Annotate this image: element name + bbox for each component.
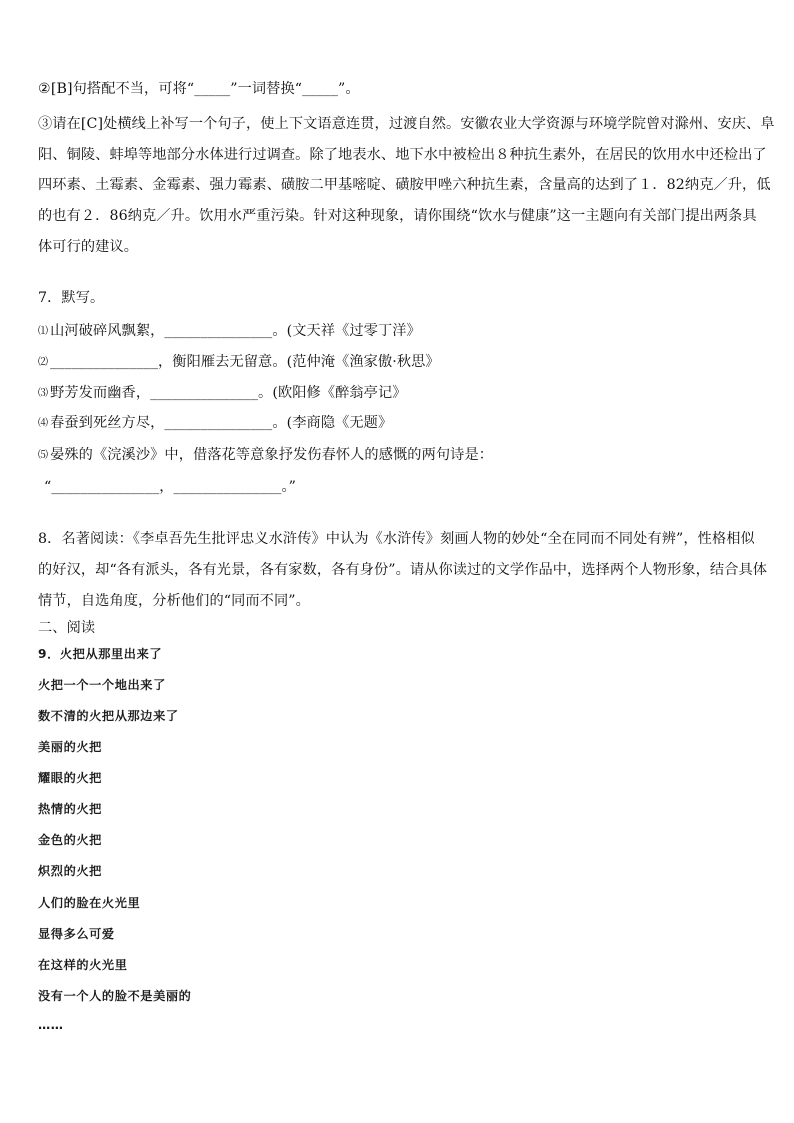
q6-sub3-line: 体可行的建议。 bbox=[38, 239, 139, 255]
q6-sub2: ②[B]句搭配不当，可将“_____”一词替换“_____”。 bbox=[38, 81, 360, 97]
poem-line: 热情的火把 bbox=[38, 802, 102, 816]
section-heading: 二、阅读 bbox=[38, 620, 96, 636]
poem-line: 9．火把从那里出来了 bbox=[38, 647, 163, 661]
item-number: ⑴ bbox=[38, 326, 49, 337]
poem-line: 耀眼的火把 bbox=[38, 771, 102, 785]
item-text: 晏殊的《浣溪沙》中，借落花等意象抒发伤春怀人的感慨的两句诗是： bbox=[50, 447, 494, 463]
q8-line: 8．名著阅读：《李卓吾先生批评忠义水浒传》中认为《水浒传》刻画人物的妙处“全在同而不同处有辨”，性格相似 bbox=[38, 531, 755, 547]
q7-item bbox=[38, 384, 407, 403]
q7-title: 7．默写。 bbox=[38, 290, 105, 306]
item-number: ⑶ bbox=[38, 388, 49, 399]
q6-sub3-line: 四环素、土霉素、金霉素、强力霉素、磺胺二甲基嘧啶、磺胺甲唑六种抗生素，含量高的达到了１．82纳克／升，低 bbox=[38, 177, 771, 193]
item-number: ⑷ bbox=[38, 418, 49, 429]
item-number: ⑸ bbox=[38, 450, 49, 461]
poem-line: 没有一个人的脸不是美丽的 bbox=[38, 989, 192, 1003]
q7-item bbox=[38, 353, 440, 372]
q7-item bbox=[38, 414, 392, 433]
q7-answer-line: “_______________，_______________。” bbox=[44, 479, 296, 495]
poem-line: 在这样的火光里 bbox=[38, 958, 128, 972]
q8-line: 的好汉，却“各有派头，各有光景，各有家数，各有身份”。请从你读过的文学作品中，选择两个人物形象，结合具体 bbox=[38, 562, 768, 578]
poem-line: 美丽的火把 bbox=[38, 740, 102, 754]
item-text: 野芳发而幽香，_______________。(欧阳修《醉翁亭记》 bbox=[50, 385, 407, 401]
item-text: 山河破碎风飘絮，_______________。(文天祥《过零丁洋》 bbox=[50, 323, 421, 339]
poem-line: 显得多么可爱 bbox=[38, 927, 115, 941]
poem-line: 炽烈的火把 bbox=[38, 864, 102, 878]
q6-sub3-line: ③请在[C]处横线上补写一个句子，使上下文语意连贯，过渡自然。安徽农业大学资源与环境学院曾对滁州、安庆、阜 bbox=[38, 116, 775, 132]
q6-sub3-line: 阳、铜陵、蚌埠等地部分水体进行过调查。除了地表水、地下水中被检出８种抗生素外，在居民的饮用水中还检出了 bbox=[38, 147, 767, 163]
poem-line: 数不清的火把从那边来了 bbox=[38, 709, 179, 723]
poem-line: 人们的脸在火光里 bbox=[38, 896, 141, 910]
item-text: _______________，衡阳雁去无留意。(范仲淹《渔家傲·秋思》 bbox=[50, 354, 440, 370]
q7-item bbox=[38, 446, 493, 465]
q8-line: 情节，自选角度，分析他们的“同而不同”。 bbox=[38, 593, 310, 609]
poem-line: 金色的火把 bbox=[38, 833, 102, 847]
poem-line: 火把一个一个地出来了 bbox=[38, 678, 166, 692]
q7-item bbox=[38, 322, 421, 341]
q6-sub3-line: 的也有２．86纳克／升。饮用水严重污染。针对这种现象，请你围绕“饮水与健康”这一主题向有关部门提出两条具 bbox=[38, 208, 757, 224]
poem-line: …… bbox=[38, 1018, 64, 1032]
item-number: ⑵ bbox=[38, 357, 49, 368]
item-text: 春蚕到死丝方尽，_______________。(李商隐《无题》 bbox=[50, 415, 393, 431]
